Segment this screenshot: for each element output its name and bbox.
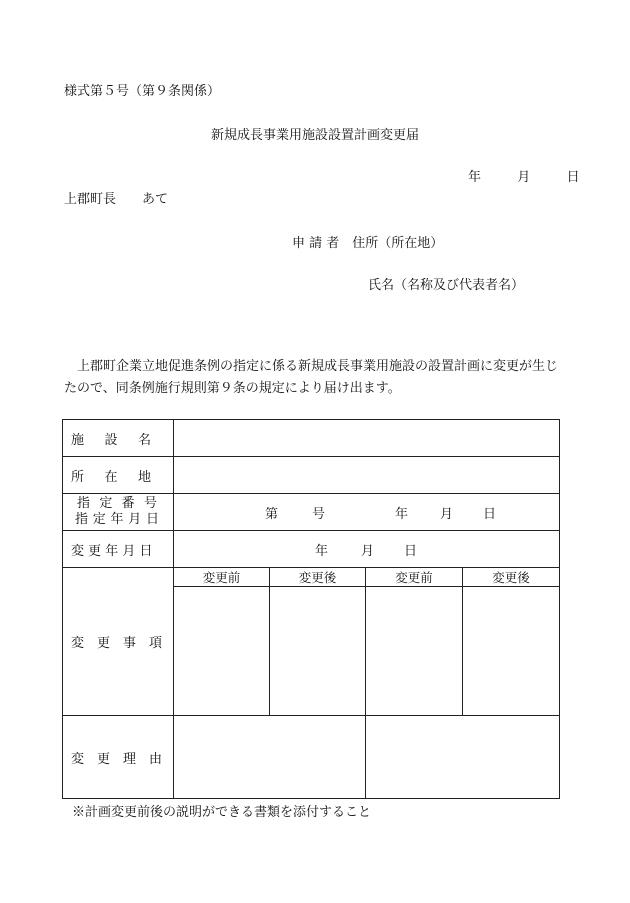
row-change-reason: [63, 716, 560, 799]
facility-name-label: 施 設 名: [63, 420, 174, 457]
after-change-header-1: 変更後: [270, 568, 366, 587]
row-change-date: [63, 531, 560, 568]
form-number: 様式第５号（第９条関係）: [64, 84, 221, 99]
designation-month: 月: [440, 507, 454, 522]
addressee: 上郡町長 あて: [64, 192, 169, 207]
after-change-field-1[interactable]: [270, 587, 366, 716]
designation-label: 指 定 番 号 指 定 年 月 日: [63, 494, 174, 531]
change-date-year: 年: [315, 544, 329, 559]
after-change-field-2[interactable]: [463, 587, 560, 716]
before-change-field-1[interactable]: [174, 587, 270, 716]
applicant-name-label: 氏名（名称及び代表者名）: [368, 278, 525, 293]
change-items-label: 変 更 事 項: [63, 568, 174, 716]
row-change-items-header: [63, 568, 560, 587]
document-title: 新規成長事業用施設設置計画変更届: [210, 128, 419, 143]
change-reason-field-2[interactable]: [366, 716, 560, 799]
before-change-field-2[interactable]: [366, 587, 463, 716]
applicant-address-label: 申 請 者 住所（所在地）: [292, 236, 444, 251]
designation-field[interactable]: [174, 494, 560, 531]
change-date-field[interactable]: [174, 531, 560, 568]
change-date-label: 変 更 年 月 日: [63, 531, 174, 568]
body-text: 上郡町企業立地促進条例の指定に係る新規成長事業用施設の設置計画に変更が生じたので、同条例施行規則第９条の規定により届け出ます。: [64, 359, 559, 396]
location-field[interactable]: [174, 457, 560, 494]
location-label: 所 在 地: [63, 457, 174, 494]
change-reason-label: 変 更 理 由: [63, 716, 174, 799]
change-reason-field-1[interactable]: [174, 716, 366, 799]
attachment-note: ※計画変更前後の説明ができる書類を添付すること: [72, 805, 372, 820]
row-location: [63, 457, 560, 494]
date-day: 日: [566, 170, 580, 185]
change-date-day: 日: [404, 544, 418, 559]
submission-date: [468, 166, 580, 185]
row-facility-name: [63, 420, 560, 457]
change-date-month: 月: [361, 544, 375, 559]
designation-go: 号: [312, 507, 326, 522]
designation-day: 日: [483, 507, 497, 522]
before-change-header-2: 変更前: [366, 568, 463, 587]
row-designation: [63, 494, 560, 531]
facility-name-field[interactable]: [174, 420, 560, 457]
date-year: 年: [468, 170, 482, 185]
before-change-header-1: 変更前: [174, 568, 270, 587]
change-form-table: [62, 419, 560, 799]
designation-year: 年: [395, 507, 409, 522]
designation-dai: 第: [265, 507, 279, 522]
date-month: 月: [517, 170, 531, 185]
after-change-header-2: 変更後: [463, 568, 560, 587]
